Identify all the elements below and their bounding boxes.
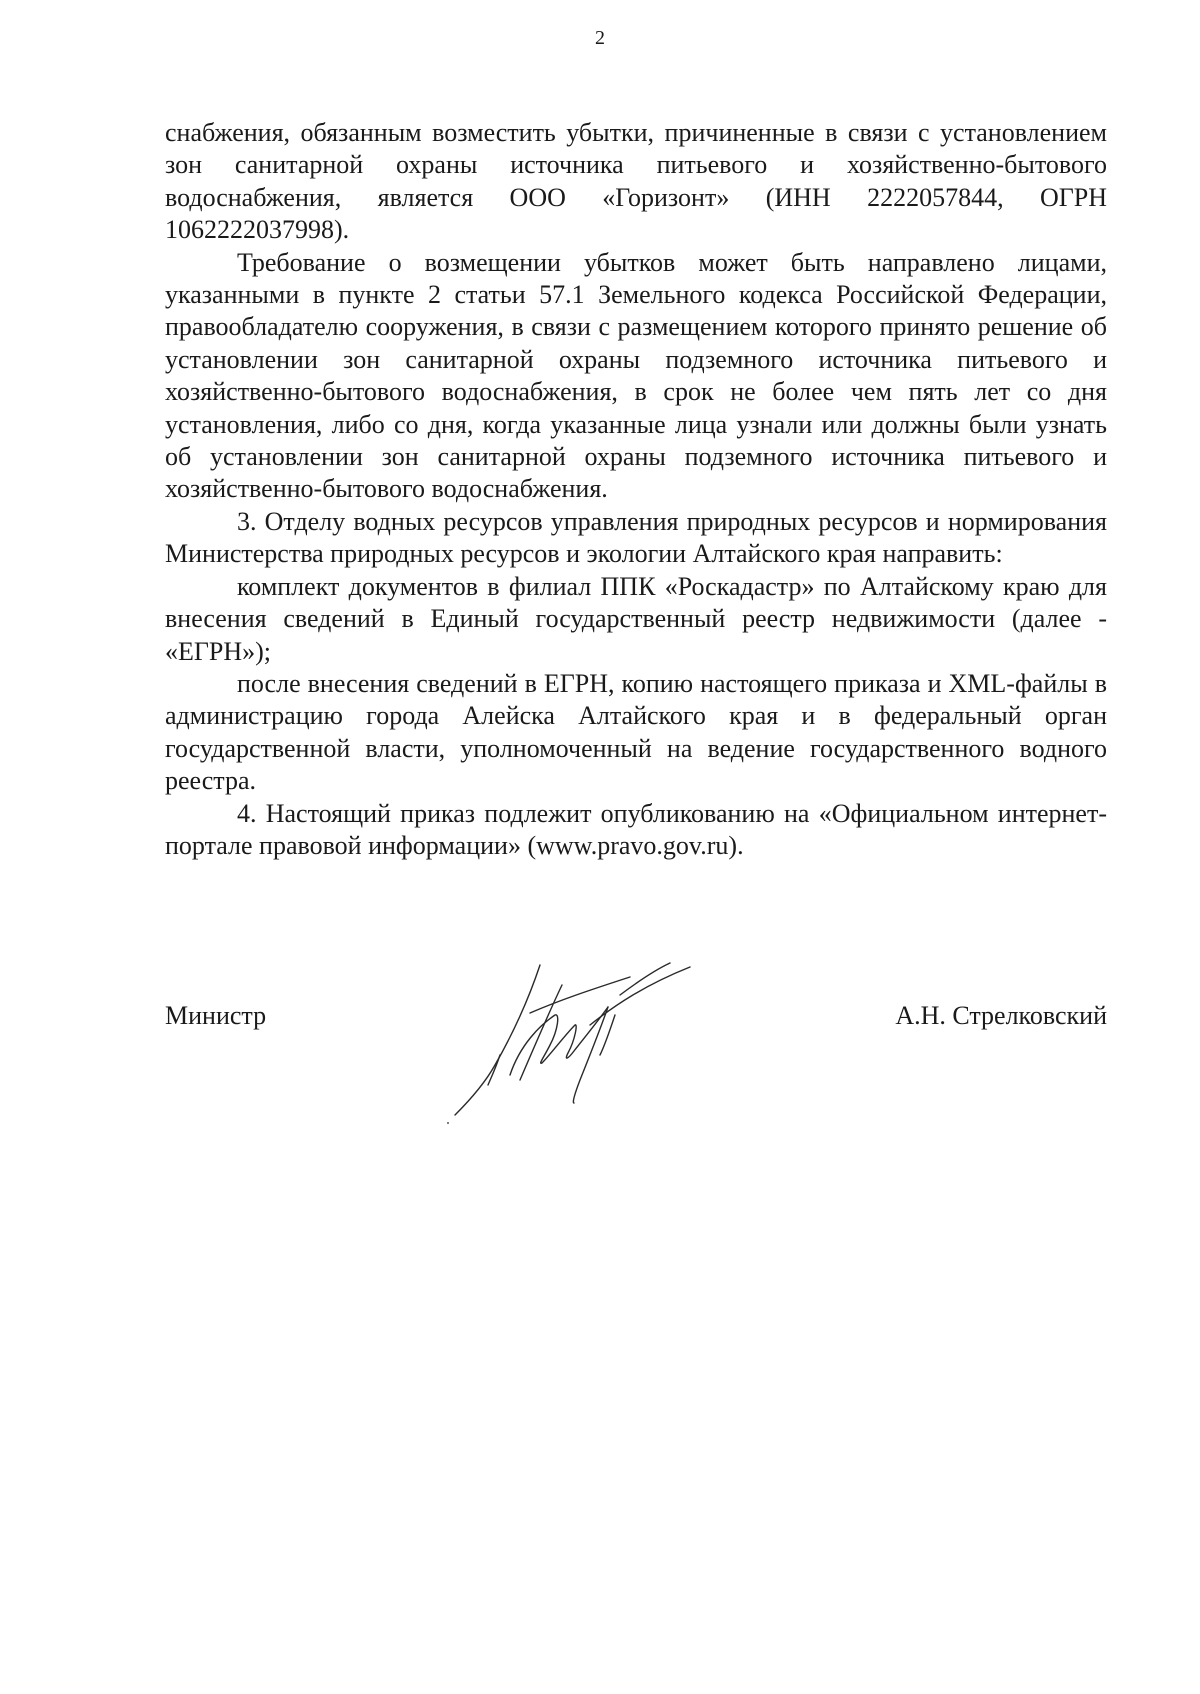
- paragraph-item-3-documents: комплект документов в филиал ППК «Роскадастр» по Алтайскому краю для внесения сведений в Единый государственный реестр недвижимости (далее - «ЕГРН»);: [165, 571, 1107, 666]
- signatory-name: А.Н. Стрелковский: [895, 1001, 1107, 1030]
- handwritten-signature: [440, 955, 760, 1125]
- paragraph-item-3: 3. Отделу водных ресурсов управления природных ресурсов и нормирования Министерства природных ресурсов и экологии Алтайского края направить:: [165, 506, 1107, 569]
- paragraph-item-4: 4. Настоящий приказ подлежит опубликованию на «Официальном интернет-портале правовой информации» (www.pravo.gov.ru).: [165, 798, 1107, 860]
- paragraph-compensation-claim: Требование о возмещении убытков может быть направлено лицами, указанными в пункте 2 статьи 57.1 Земельного кодекса Российской Федерации, правообладателю сооружения, в связи с размещением которого принято решение об установлении зон санитарной охраны подземного источника питьевого и хозяйственно-бытового водоснабжения, в срок не более чем пять лет со дня установления, либо со дня, когда указанные лица узнали или должны были узнать об установлении зон санитарной охраны подземного источника питьевого и хозяйственно-бытового водоснабжения.: [165, 247, 1107, 504]
- signatory-title: Министр: [165, 1001, 267, 1030]
- paragraph-item-3-copies: после внесения сведений в ЕГРН, копию настоящего приказа и XML-файлы в администрацию города Алейска Алтайского края и в федеральный орган государственной власти, уполномоченный на ведение государственного водного реестра.: [165, 668, 1107, 796]
- document-body: [165, 117, 1107, 862]
- paragraph-continuation: снабжения, обязанным возместить убытки, причиненные в связи с установлением зон санитарной охраны источника питьевого и хозяйственно-бытового водоснабжения, является ООО «Горизонт» (ИНН 2222057844, ОГРН 1062222037998).: [165, 118, 1107, 245]
- page-number: 2: [595, 27, 605, 49]
